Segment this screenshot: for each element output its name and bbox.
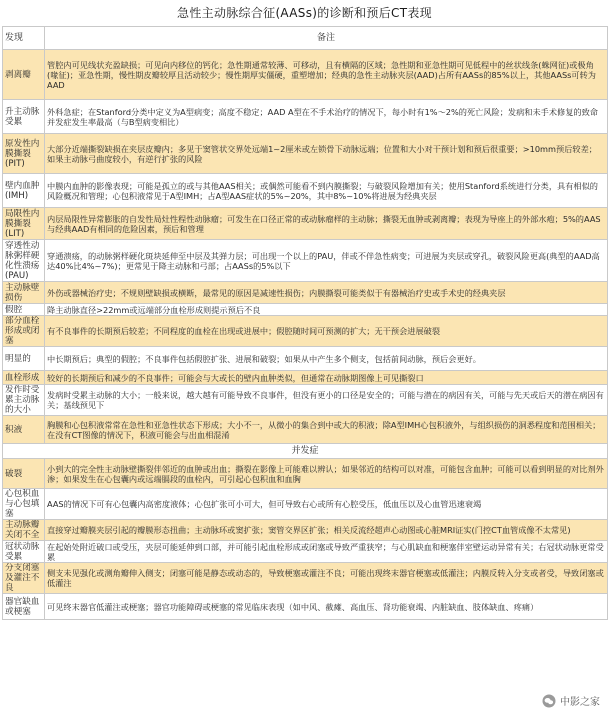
row-note: 中长期预后；典型的假腔；不良事件包括假腔扩张、进展和破裂；如果从中产生多个侧支，包括前间动脉，预后会更好。 <box>45 347 608 371</box>
table-row <box>3 240 608 282</box>
table-row <box>3 385 608 416</box>
row-label: 假腔 <box>3 304 45 316</box>
table-row <box>3 459 608 489</box>
header-finding: 发现 <box>3 27 45 50</box>
row-label: 心包积血与心包填塞 <box>3 489 45 520</box>
row-note: 胸膜和心包积液常常在急性和亚急性状态下形成；大小不一，从微小的集合到中或大的积液；除A型IMH心包积液外，与组织损伤的洞悉程度和范围相关；在没有CT图像的情况下，积液可能会与出血相混淆 <box>45 416 608 444</box>
row-note: 小到大的完全性主动脉壁撕裂伴邻近的血肿或出血；撕裂在影像上可能难以辨认；如果邻近的结构可以对准，可能包含血肿；可能可以看到明显的对比剂外渗；如果发生在心包囊内或远端膈段的血栓内，可引起心包积血和血胸 <box>45 459 608 489</box>
row-label: 血栓形成 <box>3 371 45 385</box>
row-note: 管腔内可见线状充盈缺损；可见向内移位的钙化；急性期通常较薄、可移动，且有横隔的区域；急性期和亚急性期可见低程中的丝状线条(蛛网征)或极角(喙征)；亚急性期，慢性期皮瓣较厚且活动较少；慢性期厚实僵硬，重塑增加；经典的急性主动脉夹层(AAD)占所有AASs的85%以上，其他AASs可转为AAD <box>45 50 608 100</box>
row-note: 可见终末器官低灌注或梗塞；器官功能障碍或梗塞的常见临床表现（如中风、截瘫、高血压、肾功能衰竭、内脏缺血、肢体缺血、疼痛） <box>45 594 608 620</box>
table-row <box>3 174 608 208</box>
table-row <box>3 304 608 316</box>
table-row <box>3 594 608 620</box>
row-note: AAS的情况下可有心包囊内高密度液体；心包扩张可小可大，但可导致右心或所有心腔受压，低血压以及心血管迅速衰竭 <box>45 489 608 520</box>
header-notes: 备注 <box>45 27 608 50</box>
table-row <box>3 371 608 385</box>
row-label: 主动脉瓣关闭不全 <box>3 520 45 541</box>
table-row <box>3 134 608 174</box>
row-note: 外科急症；在Stanford分类中定义为A型病变；高度不稳定；AAD A型在不手术治疗的情况下，每小时有1%～2%的死亡风险；发病和未手术修复的致命并发症发生率最高（与B型病变相比） <box>45 100 608 134</box>
table-row <box>3 416 608 444</box>
row-note: 穿通溃疡，的动脉粥样硬化斑块延伸至中层及其弹力层；可出现一个以上的PAU，伴或不伴急性病变；可进展为夹层或穿孔，破裂风险更高(典型的AAD高达40%比4%~7%)；更常见于降主动脉和弓部；占AASs的5%以下 <box>45 240 608 282</box>
row-label: 发作时受累主动脉的大小 <box>3 385 45 416</box>
table-row <box>3 541 608 563</box>
section-title: 并发症 <box>3 444 608 459</box>
row-note: 有不良事件的长期预后较差；不同程度的血栓在出现或进展中；假腔随时间可预测的扩大；无干预会进展破裂 <box>45 316 608 347</box>
row-label: 壁内血肿(IMH) <box>3 174 45 208</box>
table-row <box>3 100 608 134</box>
row-note: 侧支未见强化或测角瓣伸入侧支；闭塞可能是静态或动态的，导致梗塞或灌注不良；可能出现终末器官梗塞或低灌注；内膜反转入分支或者受，导致闭塞或低灌注 <box>45 563 608 594</box>
row-label: 明显的 <box>3 347 45 371</box>
table-row <box>3 489 608 520</box>
table-row <box>3 563 608 594</box>
row-note: 外伤或器械治疗史；不规则壁缺损或横断，最常见的原因是减速性损伤；内膜撕裂可能类似于有器械治疗史或手术史的经典夹层 <box>45 282 608 304</box>
table-row <box>3 316 608 347</box>
row-label: 破裂 <box>3 459 45 489</box>
row-label: 升主动脉受累 <box>3 100 45 134</box>
row-label: 主动脉壁损伤 <box>3 282 45 304</box>
table-row <box>3 50 608 100</box>
table-row <box>3 520 608 541</box>
row-note: 中膜内血肿的影像表现；可能是孤立的或与其他AAS相关；或偶然可能看不到内膜撕裂；与破裂风险增加有关；使用Stanford系统进行分类，具有相似的风险概况和管理；心包积液常见于A型IMH；占A型AAS症状的5%~20%，其中8%~10%将进展为经典夹层 <box>45 174 608 208</box>
row-label: 原发性内膜撕裂(PIT) <box>3 134 45 174</box>
row-label: 剥离瓣 <box>3 50 45 100</box>
row-note: 降主动脉直径>22mm或远端部分血栓形成则提示预后不良 <box>45 304 608 316</box>
table-row <box>3 347 608 371</box>
row-note: 较好的长期预后和减少的不良事件；可能会与大或长的壁内血肿类似，但通常在动脉期图像上可见撕裂口 <box>45 371 608 385</box>
row-label: 器官缺血或梗塞 <box>3 594 45 620</box>
row-label: 部分血栓形成或闭塞 <box>3 316 45 347</box>
row-label: 冠状动脉受累 <box>3 541 45 563</box>
table-header-row <box>3 27 608 50</box>
row-note: 发病时受累主动脉的大小；一般来说，越大越有可能导致不良事件，但没有更小的口径是安全的；可能与潜在的病因有关，可能与先天或后天的潜在病因有关；基线预见下 <box>45 385 608 416</box>
table-row <box>3 282 608 304</box>
row-label: 分支闭塞及灌注不良 <box>3 563 45 594</box>
row-note: 大部分近端撕裂缺损在夹层皮瓣内；多见于窦管状交界处远端1~2厘米或左锁骨下动脉远端；位置和大小对干预计划和预后很重要；>10mm预后较差；如果主动脉弓曲度较小，有逆行扩张的风险 <box>45 134 608 174</box>
page-title: 急性主动脉综合征(AASs)的诊断和预后CT表现 <box>177 6 432 20</box>
row-note: 内层局限性异常膨胀的自发性局灶性程性动脉瘤；可发生在口径正常的或动脉瘤样的主动脉；撕裂无血肿或剥离瓣；表现为导座上的外部水疱；5%的AAS与经典AAD有相同的危险因素，预后和管理 <box>45 208 608 240</box>
findings-table <box>2 26 608 620</box>
row-label: 穿透性动脉粥样硬化性溃疡(PAU) <box>3 240 45 282</box>
row-note: 在起始处附近破口或受压，夹层可能延伸到口部，并可能引起血栓形成或闭塞或导致严重狭窄；与心肌缺血和梗塞伴室壁运动异常有关；右冠状动脉更常受累 <box>45 541 608 563</box>
row-note: 直接穿过瓣膜夹层引起的瓣膜形态扭曲；主动脉环或窦扩张；窦管交界区扩张；相关反流经超声心动图或心脏MRI证实(门控CT血管成像不太常见) <box>45 520 608 541</box>
watermark <box>539 692 603 709</box>
row-label: 积液 <box>3 416 45 444</box>
row-label: 局限性内膜撕裂(LIT) <box>3 208 45 240</box>
wechat-icon <box>542 694 556 708</box>
watermark-text: 中影之家 <box>560 697 600 708</box>
table-row <box>3 208 608 240</box>
section-row <box>3 444 608 459</box>
